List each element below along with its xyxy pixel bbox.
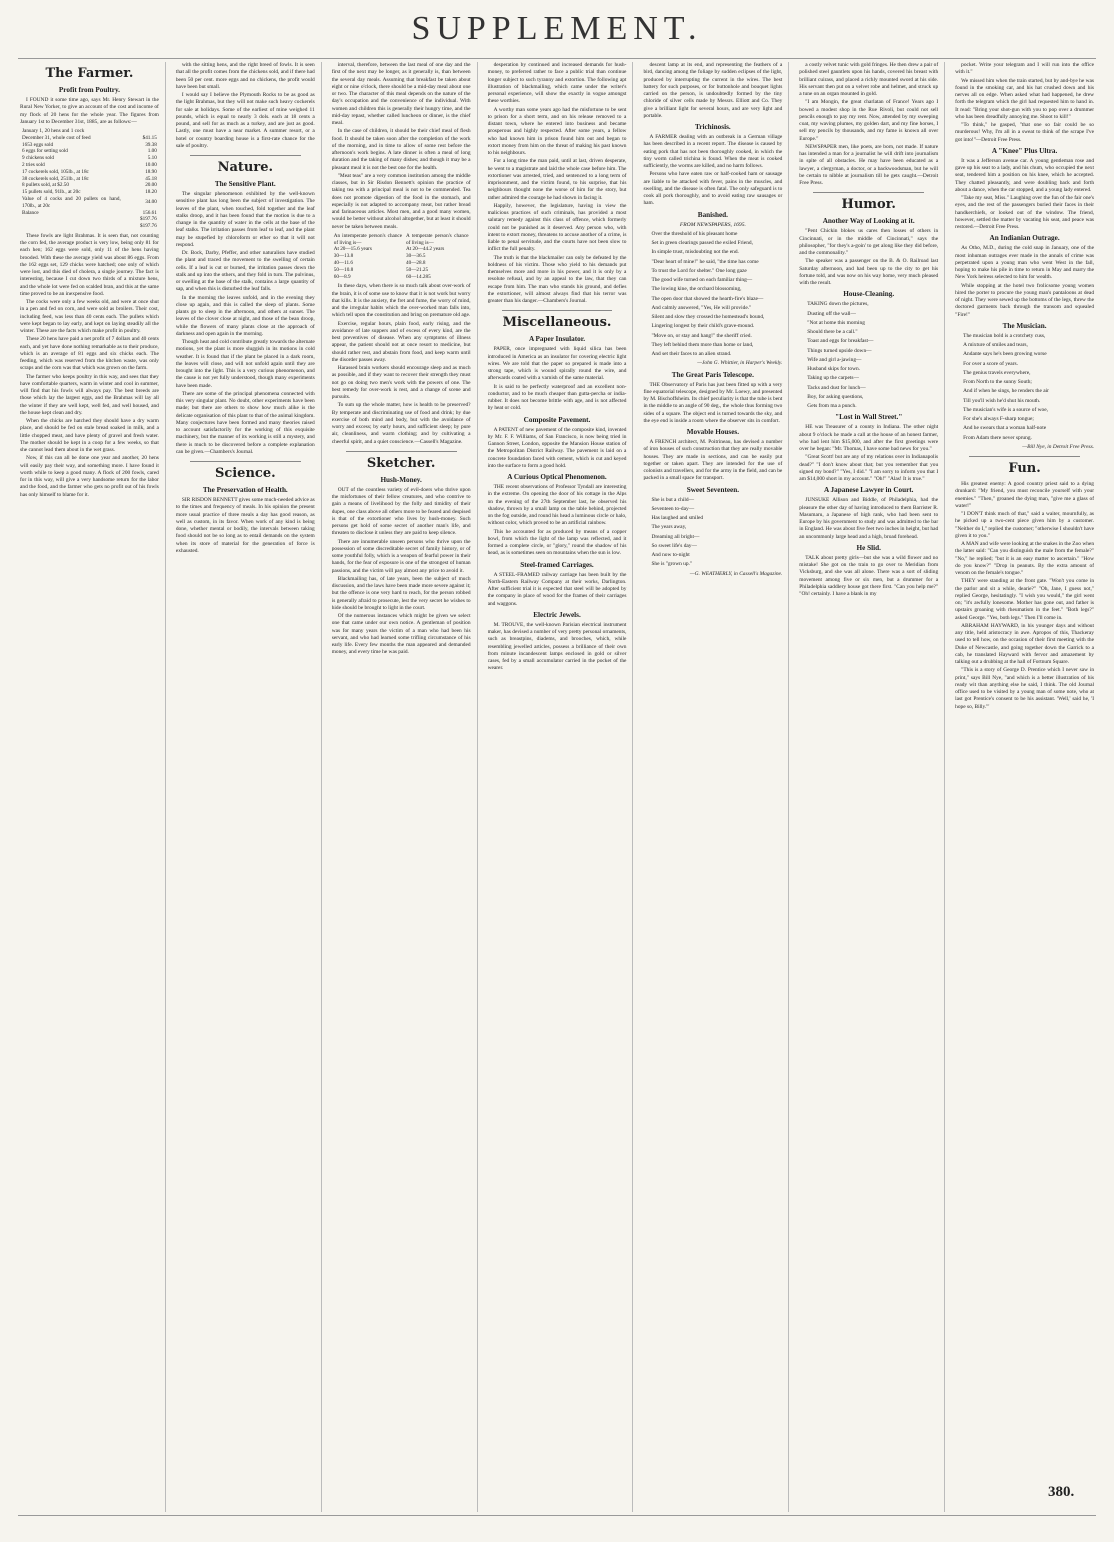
poem-line: TAKING down the pictures,	[807, 301, 869, 308]
table-row	[20, 128, 159, 135]
poem-credit: —John G. Whittier, in Harper's Weekly.	[697, 360, 783, 367]
paragraph: It was a Jefferson avenue car. A young gentleman rose and gave up his seat to a lady, and his chum, who occupied the next seat, tendered him a position on his knee, which he accepted. They chatted pleasantly, and were doubling back and forth about a dance, when the car stopped, and a young lady entered.	[955, 157, 1095, 193]
poem-line: "Not at home this morning	[807, 319, 865, 326]
poem-line: "Dear heart of mine!" he said, "the time has come	[651, 258, 759, 265]
table-cell: 34.00	[145, 199, 157, 206]
paragraph: The singular phenomenon exhibited by the well-known sensitive plant has long been the subject of investigation. The leaves of the plant, when touched, fold together and the leaf stalks droop, and it has been found that the motion is due to a change in the quantity of water in the cells at the base of the leaf stalks. The irritation passes from leaf to leaf, and the plant may be stupefied by chloroform or ether so that it will not respond.	[175, 191, 315, 248]
paragraph: "Take my seat, Miss." Laughing over the fun of the fair one's eyes, and the rest of the passengers buried their faces in their handkerchiefs, or looked out of the window. The friend, however, settled the matter by vacating his seat, and peace was restored.—Detroit Free Press.	[955, 195, 1095, 230]
poem-line: Has laughed and smiled	[651, 515, 704, 521]
table-cell: 8 pullets sold, at $2.50	[22, 182, 69, 189]
paragraph: THE recent observations of Professor Tyndall are interesting in the extreme. On opening the door of his cottage in the Alps on the evening of the 27th September last, he observed his shadow, thrown by a small lamp on the table behind, projected on the fog outside, and round his head a luminous circle or halo, without color, which proved to be an artificial rainbow.	[487, 484, 627, 527]
column-6	[799, 62, 945, 1512]
article-heading: The Musician.	[1002, 321, 1047, 330]
table-cell: 60—14.285	[406, 273, 431, 280]
poem-line: She is but a child—	[651, 496, 694, 503]
section-divider	[969, 456, 1080, 457]
paragraph: For a long time the man paid, until at last, driven desperate, he went to a magistrate and laid the whole case before him. The extortioner was arrested, tried, and sentenced to a long term of imprisonment, and the victim found, to his surprise, that his neighbours thought none the worse of him for the story, but rather admired the courage he had shown in facing it.	[487, 158, 627, 201]
column-4	[488, 62, 634, 1512]
poem-line: The musician's wife is a source of woe,	[963, 406, 1048, 413]
article-heading: Sweet Seventeen.	[686, 485, 740, 494]
table-cell: 15 pullets sold, 91lb., at 20c	[22, 189, 81, 196]
poem-line: The good wife turned on each familiar thing—	[651, 277, 753, 283]
paragraph: desperation by continued and increased demands for hush-money, to preferred rather to face a public trial than continue longer subject to such tyranny and extortion. The following apt illustration of blackmailing, which came under the writer's personal experience, will show the exactly in vogue amongst these worthies.	[487, 62, 627, 105]
department-heading: Humor.	[841, 197, 896, 213]
poem-line: Husband skips for town.	[807, 366, 861, 372]
bottom-rule	[18, 1515, 1096, 1516]
table-cell: $197.76 $197.76	[140, 216, 157, 230]
table-row	[332, 274, 471, 281]
table-header: An intemperate person's chance of living is—	[333, 232, 403, 246]
table-row	[20, 155, 159, 162]
paragraph: A MAN and wife were looking at the snakes in the Zoo when the latter said: "Can you distinguish the male from the female?" "No," he replied; "but it is an easy matter to ascertain." "How do you know?" "Drop in peanuts. By the extra amount of venom on the female's tongue."	[955, 541, 1095, 576]
poem-line: The lowing kine, the orchard blossoming,	[651, 286, 742, 293]
poem-line: So sweet life's day—	[651, 542, 697, 549]
table-cell: At 20—15.6 years	[333, 246, 372, 253]
table-cell: 9 chickens sold	[22, 155, 54, 162]
paragraph: In the morning the leaves unfold, and in the evening they close up again, and this is called the sleep of plants. Some plants go to sleep in the afternoon, and others at sunset. The leaves of the clover close at night, and those of the bean droop, while the flowers of many plants close at the approach of darkness and open again in the morning.	[175, 294, 315, 337]
article-subheading: FROM NEWSPAPERS, 1695.	[679, 221, 746, 228]
department-heading: Science.	[214, 466, 276, 481]
article-heading: Trichinosis.	[695, 123, 731, 131]
article-heading: "Lost in Wall Street."	[835, 413, 903, 422]
paragraph: Of the numerous instances which might be given we select one that came under our own notice. A gentleman of position was for many years the victim of a man who had been his servant, and who had learned some trifling circumstance of his early life. Every few months the man appeared and demanded money, and every time he was paid.	[331, 613, 471, 656]
article-heading: An Indianian Outrage.	[989, 234, 1060, 243]
article-heading: Another Way of Looking at it.	[822, 217, 915, 226]
poem-line: And he swears that a woman half-note	[963, 425, 1047, 432]
paragraph: "To think," he gasped, "that one so fair could be so murderous! Why, I'm all in a sweat to think of the scrape I've got into!"—Detroit Free Press.	[955, 122, 1095, 143]
paragraph: I would say I believe the Plymouth Rocks to be as good as the light Brahmas, but they will not make such heavy cockerels for sale at holidays. Some of the earliest of mine weighed 11 pounds, which is equal to nearly 3 dols. each at 18 cents a pound, and sell for as much as a turkey, and are just as good. Lastly, one must have a near market. A summer resort, or a hotel or country boarding house is a first-rate chance for the sale of poultry.	[175, 92, 315, 149]
poem-line: Andante says he's been growing worse	[963, 351, 1047, 358]
poem-line: Over the threshold of his pleasant home	[651, 230, 738, 237]
poem-line: And set their faces to an alien strand.	[651, 351, 732, 357]
article-heading: The Preservation of Health.	[202, 486, 288, 494]
paragraph: Blackmailing has, of late years, been the subject of much discussion, and the laws have been made more severe against it; but the offence is one very hard to reach, for the person robbed is generally afraid to prosecute, lest the very secret he wishes to hide should be brought to light in the court.	[331, 575, 471, 611]
table-cell: 45.18	[145, 175, 157, 182]
table-row	[20, 216, 159, 230]
table-cell: 6 eggs for setting sold	[22, 148, 68, 155]
top-rule	[18, 58, 1096, 59]
section-divider	[190, 155, 301, 156]
poem-line: "Move on, or stay and hang!" the sheriff cried.	[651, 332, 752, 339]
paragraph: These 20 hens have paid a net profit of 7 dollars and 40 cents each, and yet have done nothing remarkable as to their produce, which is an average of 81 eggs and six chicks each. The feeding, which was reserved from the kitchen waste, was only scraps and the corn was that which was grown on the farm.	[20, 336, 159, 372]
poem-line: Boy, for asking questions,	[807, 393, 864, 400]
article-heading: A Curious Optical Phenomenon.	[507, 473, 607, 481]
table-cell: 20.00	[145, 182, 157, 189]
paragraph: A PATENT of new pavement of the composite kind, invented by Mr. F. F. Williams, of San Francisco, is now being tried in Gannon Street, London, opposite the Mansion House station of the Metropolitan District Railway. The pavement is laid on a concrete foundation faced with cement, which is cut and keyed into the surface to form a good hold.	[487, 426, 627, 469]
poem-line: Tacks and dust for lunch—	[807, 384, 866, 391]
masthead: SUPPLEMENT.	[411, 10, 703, 47]
table-cell: 2 tries sold	[22, 161, 45, 168]
paragraph: THE Observatory of Paris has just been fitted up with a very fine equatorial telescope, designed by Mr. Loewy, and presented by M. Bischoffsheim. Its chief peculiarity is that the tube is bent in the middle to an angle of 90 deg., the whole thus forming two sides of a square. The object end is turned towards the sky, and the eye end is inside a room where the observer sits in comfort.	[643, 381, 783, 424]
table-cell: December 31, whole cost of feed	[22, 134, 91, 141]
paragraph: The cocks were only a few weeks old, and were at once shut in a pen and fed on corn, and were sold as broilers. Their cost, including feed, was less than 40 cents each. The pullets which were kept began to lay early, and kept on laying steadily all the winter. These are the facts which make profit in poultry.	[20, 299, 159, 335]
paragraph: It is said to be perfectly waterproof and an excellent non-conductor, and to be much cheaper than gutta-percha or india-rubber. It does not become brittle with age, and is not affected by heat or cold.	[487, 383, 627, 412]
paragraph: This he accounted for as produced by means of a copper bowl, from which the light of the lamp was reflected, and it formed a complete circle, or "glory," round the shadow of his head, as is sometimes seen on mountains when the sun is low.	[487, 528, 627, 557]
paragraph: A FRENCH architect, M. Poitrineau, has devised a number of iron houses of such construction that they are really movable houses. They are made in sections, and can be easily put together or taken apart. They are intended for the use of colonists and travellers, and for the army in the field, and can be packed in a small space for transport.	[643, 439, 783, 482]
department-heading: Miscellaneous.	[502, 315, 612, 331]
poem	[955, 333, 1094, 442]
poem-line: Lingering longest by their child's grave-mound.	[651, 323, 755, 330]
poem-line: The genius travels everywhere,	[963, 369, 1031, 376]
paragraph: JUNSUKE Allison and Biddle, of Philadelphia, had the pleasure the other day of having introduced to them Barrister R. Masumaru, a Japanese of high rank, who had been sent to Europe by his government to study and was admitted to the bar in England. He was about five feet two inches in height, but had an uncommonly large head and a high, broad forehead.	[799, 497, 939, 540]
department-heading: Nature.	[217, 160, 273, 175]
article-heading: The Sensitive Plant.	[214, 180, 276, 188]
paragraph: with the sitting hens, and the right breed of fowls. It is seen that all the profit comes from the chickens sold, and if there had been 50 per cent. more eggs and no chickens, the profit would have been but small.	[175, 62, 315, 90]
table-row	[20, 169, 159, 176]
article-heading: The Great Paris Telescope.	[671, 370, 754, 379]
poem-line: A mixture of smiles and tears,	[963, 342, 1028, 348]
poem-line: Silent and slow they crossed the homestead's bound,	[651, 314, 765, 320]
paragraph: interval, therefore, between the last meal of one day and the first of the next may be longer, as it generally is, than between the several day meals. Assuming that breakfast be taken about eight or nine o'clock, there should be a mid-day meal about one or two. The character of this meal depends on the nature of the day's occupation and the convenience of the individual. With women and children this is generally their hungry time, and the mid-day repast, whether called luncheon or dinner, is the chief meal.	[331, 62, 471, 126]
paragraph: THEY were standing at the front gate. "Won't you come in the parlor and sit a while, dearie?" "Oh, Jane, I guess not," replied George, hesitatingly. "I wish you would," the girl went on; "it's awfully lonesome. Mother has gone out, and father is upstairs groaning with rheumatism in the feet." "Both legs?" asked George. "Yes, both legs." Then I'll come in.	[955, 578, 1095, 621]
table-row	[20, 182, 159, 189]
paragraph: pocket. Write your telegram and I will run into the office with it."	[955, 62, 1095, 76]
column-1	[20, 62, 166, 1512]
poem-line: Taking up the carpets—	[807, 375, 859, 382]
article-heading: Movable Houses.	[686, 428, 740, 436]
section-divider	[502, 310, 613, 311]
poem-line: And calmly answered, "Yes, He will provide."	[651, 304, 752, 311]
paragraph: His greatest enemy: A good country priest said to a dying drunkard: "My friend, you must reconcile yourself with your enemies." "Then," groaned the dying man, "give me a glass of water!"	[955, 481, 1095, 509]
article-heading: A Paper Insulator.	[528, 335, 586, 344]
page-number: 380.	[1048, 1484, 1075, 1500]
paragraph: "Pent Chickin blokes us cares then losses of others in Cincinnati, or in the middle of Cincinnati," says the philosopher, "for they's a-goin' to get along like they did before, and the commonality."	[799, 228, 939, 256]
paragraph: These fowls are light Brahmas. It is seen that, not counting the corn fed, the average product is very low, being only 81 for each hen; 162 eggs were sold, only 11 of the hens having brooded. With these the average yield was about 86 eggs. From the 162 eggs set, 129 chicks were hatched; one only of which were lost, and this died of cholera, a single journey. The fact is interesting, because I cut down two thirds of a mixture hens, and the whole lot were fed on scalded bran, and this at the same time proved to be an inexpensive food.	[20, 232, 159, 297]
article-heading: A "Knee" Plus Ultra.	[991, 146, 1058, 155]
paragraph: SIR RISDON BENNETT gives some much-needed advice as to the times and frequency of meals. In his opinion the present more usual practice of three meals a day has good reason, as well as custom, in its favor. When work of any kind is being done, whether mental or bodily, the intervals between taking food should not be so long as to entail demands on the system when its store of material for the generation of force is exhausted.	[175, 497, 315, 554]
article-heading: A Japanese Lawyer in Court.	[823, 486, 914, 495]
poem-line: From Adam there never sprung.	[963, 434, 1032, 441]
department-heading: Sketcher.	[366, 455, 436, 471]
poem-line: The open door that showed the hearth-fire's blaze—	[651, 295, 764, 302]
table-cell: $41.15	[142, 134, 157, 141]
article-heading: Composite Pavement.	[523, 415, 591, 424]
poem-line: Wife and girl a-jawing—	[807, 356, 862, 363]
poem-line: And now to-night	[651, 552, 690, 558]
table-cell: 38 cockerels sold, 251lb., at 18c	[22, 175, 89, 182]
paragraph: ABRAHAM HAYWARD, in his younger days and without any title, held aristocracy in awe. Apropos of this, Thackeray used to tell how, on the occasion of their first meeting with the Duke of Newcastle, and going together down the Garrick to a cab, he translated Hayward with fervor and amazement by talking out a drubbing at the hall of Fortnum Square.	[955, 622, 1095, 665]
paragraph: To sum up the whole matter, how is health to be preserved? By temperate and discriminating use of food and drink; by due exercise of both mind and body, but with the avoidance of worry and excess; by early hours, and sufficient sleep; by pure air, cleanliness, and warm clothing; and by cultivating a cheerful spirit, and a quiet conscience.—Cassell's Magazine.	[331, 402, 471, 445]
table-cell: 39.38	[145, 141, 157, 148]
paragraph: We missed him when the train started, but by and-bye he was found in the smoking car, and his hat crushed down and his nerves all on edge. When asked what had happened, he drew forth the telegram which the girl had requested him to hand in. It read: "Bring your shot-gun with you to pop over a drummer who has been dreadfully annoying me. Shoot to kill!"	[955, 77, 1095, 120]
paragraph: Happily, however, the legislature, having in view the malicious practices of such criminals, has provided a most salutary remedy against this class of offence, which formerly could not be punished as it deserved. Any person who, with intent to extort money, threatens to accuse another of a crime, is liable to penal servitude, and the courts have not been slow to inflict the full penalty.	[487, 202, 627, 253]
poem-line: For over a score of years.	[963, 360, 1018, 367]
paragraph: TALK about pretty girls—but she was a wild flower and no mistake! She got on the train to go over to Meridian from Vicksburg, and she was all alone. There was a sort of sliding movement among five or six men, but a drummer for a Philadelphia saddlery house got there first. "Can you help me?" "Oh! certainly. I have a blank in my	[799, 554, 939, 597]
poem-line: From North to the sunny South;	[963, 379, 1032, 385]
table-row	[332, 260, 471, 267]
table-cell: 40—11.6	[333, 259, 353, 266]
paragraph: Persons who have eaten raw or half-cooked ham or sausage are liable to be attacked with fever, pains in the muscles, and swelling, and the disease is often fatal. The only safeguard is to cook all pork thoroughly, and to avoid eating raw sausages or ham.	[643, 171, 783, 207]
table-row	[332, 253, 471, 260]
poem-credit: —G. WEATHERLY, in Cassell's Magazine.	[689, 570, 783, 577]
paragraph: M. TROUVE, the well-known Parisian electrical instrument maker, has devised a number of very pretty personal ornaments, such as breastpins, diadems, and brooches, which, while resembling jewelled articles, possess a brilliance of their own from minute incandescent lamps enclosed in gold or silver cases, fed by a small accumulator carried in the pocket of the wearer.	[487, 621, 627, 672]
poem-line: In simple trust, misdoubting not the end.	[651, 249, 739, 256]
paragraph: a costly velvet tunic with gold fringes. He then drew a pair of polished steel gauntlets upon his hands, covered his breast with brilliant cuirass, and placed a richly mounted sword at his side. His servant then put on a velvet robe and helmet, and struck up a tune on an organ mounted in gold.	[799, 62, 939, 97]
table-cell: 30—13.8	[333, 253, 354, 260]
poem-line: She is "grown up."	[651, 561, 693, 568]
paragraph: HE was Treasurer of a county in Indiana. The other night about 9 o'clock he made a call at the house of an honest farmer, who had lent him $15,000, and after the first greetings were over he began: "Mr. Thomas, I have some bad news for you."	[799, 424, 939, 452]
paragraph: There are some of the principal phenomena connected with this very singular plant. No doubt, other experiments have been made; but there are others to show how much alike is the delicate organisation of this plant to that of the animal kingdom. Many conjectures have been formed and many theories raised to account satisfactorily for the working of this exquisite machinery, but the manner of its working is still a mystery, and there is much to be discovered before a complete explanation can be given.—Chambers's Journal.	[175, 390, 315, 455]
table-row	[332, 267, 471, 274]
paragraph: Though heat and cold contribute greatly towards the alternate motions, yet the plant is more sluggish in its motions in cold weather. It is found that if the plant be placed in a dark room, the leaves will close, and will not unfold again until they are brought into the light. This is a very curious phenomenon, and the cause is not yet fully understood, though many experiments have been made.	[175, 339, 315, 389]
article-heading: House-Cleaning.	[843, 290, 895, 299]
table-cell: Value of 4 cocks and 20 pullets on hand, 170lb., at 20c	[22, 195, 121, 209]
table-cell: 50—10.8	[333, 266, 354, 273]
department-heading: The Farmer.	[45, 66, 134, 81]
poem-line: For she's always F-sharp tongue;	[963, 416, 1034, 422]
paragraph: Dr. Bock, Darby, Pfeffer, and other naturalists have studied the plant and traced the movement to the swelling of certain cells. If a leaf is cut or burned, the irritation passes down the stalk and up into the others, and they fold in turn. The pulvinus, or swelling at the base of the stalk, contains a large quantity of sap, and when this is disturbed the leaf falls.	[175, 250, 315, 293]
paragraph: OUT of the countless variety of evil-doers who thrive upon the misfortunes of their fellow creatures, and who contrive to gain a means of livelihood by the folly and timidity of their dupes, one class above all others more to be feared and despised is that of the extortioner who lives by hush-money. Such persons get hold of some secret of another man's life, and threaten to disclose it unless they are paid to keep silence.	[331, 486, 471, 537]
paragraph: "This is a story of George D. Prentice which I never saw in print," says Bill Nye, "and which is a better illustration of his ready wit than anything else he said, I think. The old Journal office used to be visited by a young man of some note, who at last got Prentice's consent to be his assistant. 'Well,' said he, 'I hope so, Billy.'"	[955, 667, 1095, 710]
table-cell: 156.61	[142, 209, 157, 216]
table-row	[20, 210, 159, 217]
table-cell: Balance	[22, 209, 39, 216]
table-cell: 1.00	[147, 148, 157, 155]
paragraph: A worthy man some years ago had the misfortune to be sent to prison for a short term, and on his release removed to a distant town, where he entered into business and became prosperous and highly respected. After some years, a fellow who had known him in prison found him out and began to extort money from him on the threat of making his past known to his neighbours.	[487, 106, 627, 156]
table-cell: 17 cockerels sold, 105lb., at 18c	[22, 168, 89, 175]
poem-line: Gets from ma a punch.	[807, 403, 857, 409]
poem-line: They left behind them more than home or land,	[651, 341, 754, 348]
table-cell: 60—8.9	[333, 273, 351, 280]
poem-line: Dreaming all bright—	[651, 533, 700, 540]
table-header: A temperate person's chance of living is—	[406, 232, 469, 246]
paragraph: Exercise, regular hours, plain food, early rising, and the avoidance of late suppers and of excess of every kind, are the best preventives of disease. When any symptoms of illness appear, the patient should not at once resort to medicine, but should rather rest, and abstain from food, and keep warm until the disorder passes away.	[331, 320, 471, 363]
table-header-row	[332, 233, 471, 247]
paragraph: descent lamp at its end, and representing the feathers of a bird, dancing among the foliage by sudden eclipses of the light, produced by interrupting the current in the wires. The best battery for such purposes, or for buttonhole and bouquet lights carried on the person, is undoubtedly formed by the tiny chloride of silver cells made by Messrs. Elliott and Co. They give a brilliant light for several hours, and are very light and portable.	[643, 62, 783, 119]
table-cell: 1653 eggs sold	[22, 141, 54, 148]
paragraph: Harassed brain workers should encourage sleep and as much as possible, and if they want to recover their strength they must not go on doing two men's work with the powers of one. The best remedy for over-work is rest, and a change of scene and pursuits.	[331, 365, 471, 401]
article-heading: Banished.	[697, 210, 728, 219]
poem-line: To trust the Lord for shelter." One long gaze	[651, 267, 747, 274]
poem-line: The years away,	[651, 524, 687, 531]
table-row	[332, 246, 471, 253]
column-2	[176, 62, 322, 1512]
poem-credit: —Bill Nye, in Detroit Free Press.	[1022, 443, 1095, 450]
paragraph: I FOUND it some time ago, says Mr. Henry Stewart in the Rural New Yorker, to give an account of the cost and income of my flock of 20 hens for the whole year. The figures from January 1st to December 31st, 1885, are as follows:—	[20, 97, 159, 125]
column-7	[955, 62, 1094, 1512]
columns	[20, 62, 1094, 1512]
paragraph: The speaker was a passenger on the B. & O. Railroad last Saturday afternoon, and had been up to the city to get his fortune told, and was now on his way home, very much pleased with the result.	[799, 258, 939, 286]
paragraph: As Otho, M.D., during the cold snap in January, one of the most inhuman outrages ever made in the annals of crime was perpetrated upon a young man who went West in the fall, hoping to make his pile in time to return in May and marry the New York heiress selected to him for wealth.	[955, 245, 1095, 281]
paragraph: "Great Scott! but are any of my relations over in Indianapolis dead?" "I don't know about that; but you remember that you signed my bond?" "Yes, I did." "I am sorry to inform you that I am $14,000 short in my account." "Oh!" "Alas! It is true."	[799, 454, 939, 482]
section-divider	[190, 461, 301, 462]
longevity-table	[332, 233, 471, 281]
poem-line: And if when he sings, he renders the air	[963, 388, 1049, 395]
poem-line: The musician bold is a crotchety cuss,	[963, 332, 1046, 339]
table-row	[20, 148, 159, 155]
article-heading: Profit from Poultry.	[58, 86, 120, 94]
paragraph: A STEEL-FRAMED railway carriage has been built by the North-Eastern Railway Company at their works, Darlington. After sufficient trial it is expected that steel will be adopted by the company in place of wood for the frames of their carriages and waggons.	[487, 571, 627, 607]
article-heading: Hush-Money.	[380, 475, 422, 484]
paragraph: "Meat teas" are a very common institution among the middle classes, but in Sir Risdon Bennett's opinion the practice of taking tea with a principal meal is not to be commended. Tea does not promote digestion of the food in the stomach, and especially is not adapted to accompany meat, but rather bread and farinaceous articles. Most men, and a good many women, would be better without alcohol altogether, but at least it should never be taken between meals.	[331, 172, 471, 230]
table-cell: 5.10	[147, 155, 157, 162]
poem	[799, 301, 938, 410]
paragraph: In these days, when there is so much talk about over-work of the brain, it is of some use to know that it is not work but worry that kills. It is the anxiety, the fret and fume, the worry of mind, and the irregular habits which the over-worked man falls into, which tell upon the constitution and bring on premature old age.	[331, 283, 471, 319]
table-cell	[20, 216, 123, 230]
table-row	[20, 196, 159, 210]
paragraph: A FARMER dealing with an outbreak in a German village has been described in a recent report. The disease is caused by eating pork that has not been thoroughly cooked, in which the tiny worm called trichina is found. When the meat is cooked sufficiently, the worms are killed, and no harm follows.	[643, 134, 783, 169]
paragraph: "I DON'T think much of that," said a waiter, mournfully, as he picked up a two-cent piece given him by a customer. "Neither do I," replied the customer; "otherwise I shouldn't have given it to you."	[955, 511, 1095, 539]
table-row	[20, 135, 159, 142]
table-row	[20, 189, 159, 196]
poem-line: Toast and eggs for breakfast—	[807, 338, 874, 345]
table-cell: 18.90	[145, 168, 157, 175]
poem-line: Dusting off the wall—	[807, 310, 856, 317]
article-heading: Electric Jewels.	[533, 610, 581, 619]
article-heading: Steel-framed Carriages.	[520, 560, 594, 569]
paragraph: While stopping at the hotel two frolicsome young women hired the porter to procure the young man's pantaloons at dead of night. They were sewed up the bottoms of the legs, threw the doctored garments back through the transom and squealed "Fire!"	[955, 282, 1095, 318]
paragraph: In the case of children, it should be their chief meal of flesh food. It should be taken soon after the completion of the work of the morning, and in time to allow of some rest before the afternoon's work begins. A late dinner is often a meal of long duration and the taking of many dishes; and though it may be a pleasant meal it is not the best one for the health.	[331, 128, 471, 171]
poem	[643, 231, 782, 359]
paragraph: When the chicks are hatched they should have a dry warm place, and should be fed on stale bread soaked in milk, and a little chopped meat, and have plenty of gravel and fresh water. The mother should be kept in a coop for a few weeks, so that she cannot lead them about in the wet grass.	[20, 418, 159, 454]
section-divider	[813, 192, 924, 193]
section-divider	[346, 451, 457, 452]
paragraph: Now, if this can all be done one year and another, 20 hens will easily pay their way, and something more. I have found it worth while to keep a good many. A flock of 200 fowls, cared for in this way, will give a very handsome return for the labor and the food, and the farmer who gets no profit out of his fowls has only himself to blame for it.	[20, 455, 159, 498]
table-cell: 30—36.5	[406, 253, 426, 260]
table-row	[20, 162, 159, 169]
poem-line: Set in green clearings passed the exiled Friend,	[651, 240, 753, 246]
column-5	[643, 62, 789, 1512]
table-cell	[123, 128, 159, 135]
poem-line: Till you'll wish he'd shut his mouth.	[963, 397, 1041, 404]
paragraph: NEWSPAPER men, like poets, are born, not made. If nature has intended a man for a journalist he will drift into journalism in spite of all obstacles. He may have been educated as a lawyer, a clergyman, a doctor, or a backwoodsman, but he will be certain to nibble at journalism till he gets caught.—Detroit Free Press.	[799, 143, 939, 186]
poem-line: Should there be a call."	[807, 329, 858, 335]
table-cell: 18.20	[145, 189, 157, 196]
poem-line: Things turned upside down—	[807, 347, 872, 354]
poem	[643, 497, 782, 569]
column-3	[332, 62, 478, 1512]
department-heading: Fun.	[1008, 461, 1041, 476]
table-cell: 10.00	[145, 161, 157, 168]
paragraph: PAPER, once impregnated with liquid silica has been introduced in America as an insulator for covering electric light wires. We are told that the paper so prepared is made into a strong tape, which is wound spirally round the wire, and afterwards coated with a varnish of the same material.	[487, 346, 627, 382]
poem-line: Seventeen to-day—	[651, 505, 695, 512]
paragraph: The farmer who keeps poultry in this way, and sees that they have comfortable quarters, warm in winter and cool in summer, will find that his fowls will always pay. The best breeds are those which lay the largest eggs, and the Brahmas will lay all the winter if they are well kept, well fed, and well housed, and the house kept clean and dry.	[20, 373, 159, 416]
paragraph: "I am Mongin, the great charlatan of France! Years ago I bowed a modest shop in the Rue Rivoli, but could not sell pencils enough to pay my rent. Now, attended by my sweeping coat, my waving plumes, my golden dart, and my fine horses, I sell my pencils by thousands, and my fame is known all over Europe."	[799, 99, 939, 142]
paragraph: There are innumerable unseen persons who thrive upon the possession of some discreditable secret of family history, or of some youthful folly, which is a weapon of fearful power in their hands, for the fear of exposure is one of the strongest of human passions, and the victim will pay almost any price to avoid it.	[331, 538, 471, 574]
table-cell: 40—28.8	[406, 259, 426, 266]
paragraph: The truth is that the blackmailer can only be defeated by the boldness of his victim. Those who yield to his demands put themselves more and more in his power, and it is only by a resolute refusal, and by an appeal to the law, that they can escape from him. The man who stands his ground, and defies the extortioner, will almost always find that his terror was greater than his danger.—Chambers's Journal.	[487, 254, 627, 304]
poultry-account-table	[20, 128, 159, 230]
article-heading: He Slid.	[856, 543, 881, 552]
table-cell: January 1, 20 hens and 1 cock	[22, 128, 85, 134]
table-cell: 50—21.25	[406, 266, 429, 273]
table-cell: At 20—44.2 years	[406, 246, 445, 253]
